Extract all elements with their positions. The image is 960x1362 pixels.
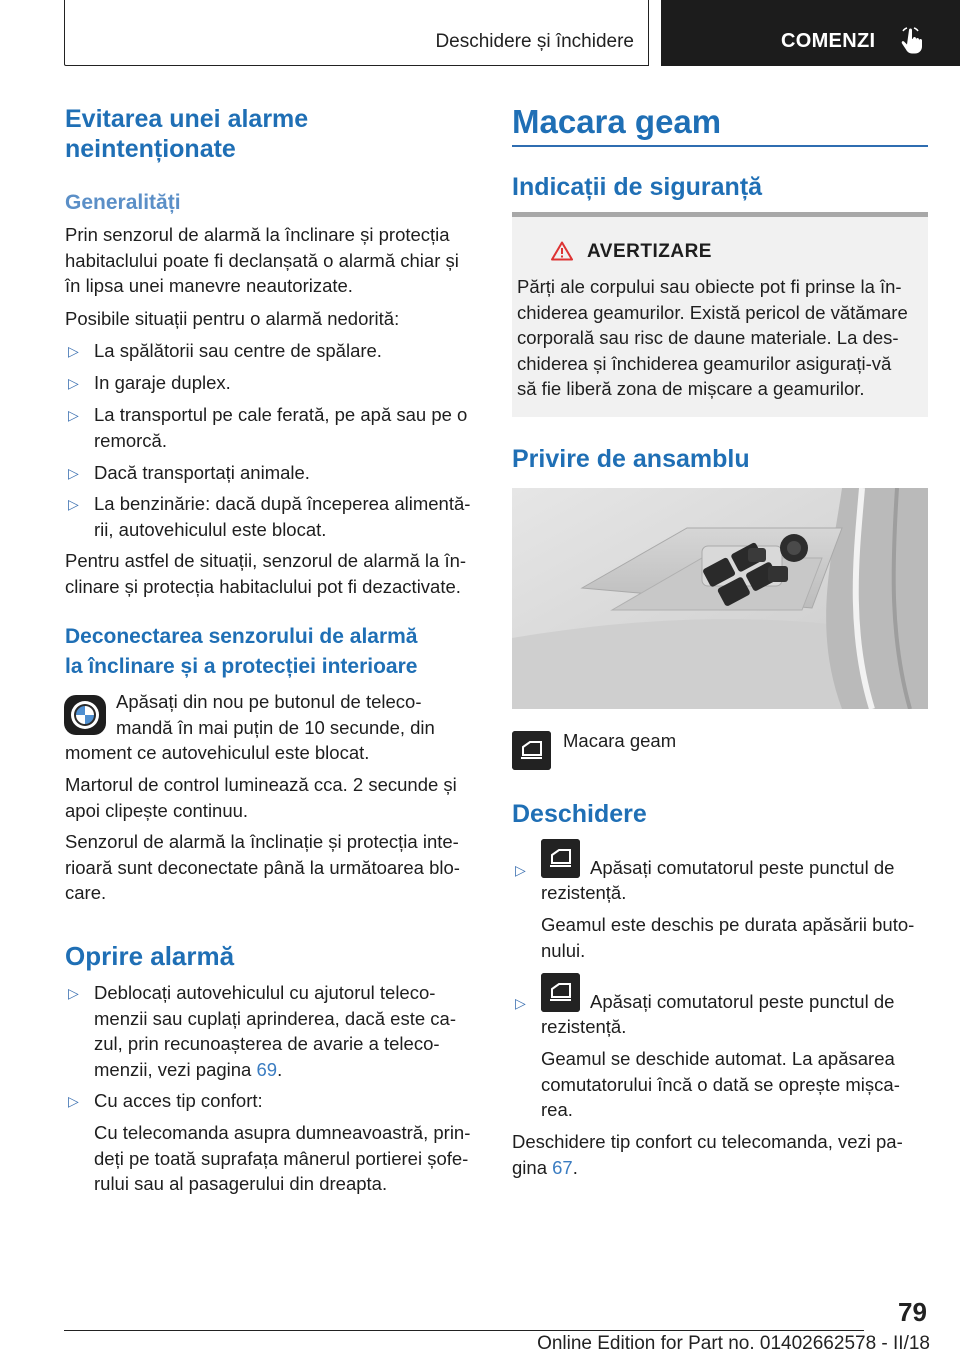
- window-switch-panel-photo: [512, 488, 928, 709]
- page-link-67[interactable]: 67: [552, 1156, 573, 1178]
- text-fragment: .: [277, 1058, 283, 1080]
- heading-line: Deconectarea senzorului de alarmă: [65, 625, 418, 648]
- bullet-triangle-icon: ▷: [68, 343, 79, 359]
- heading-stop-alarm: Oprire alarmă: [65, 941, 235, 971]
- list-item: [65, 402, 479, 453]
- text-line: în lipsa unei manevre neautorizate.: [65, 275, 353, 296]
- footer-edition: Online Edition for Part no. 01402662578 - II/18: [537, 1333, 930, 1354]
- window-lift-icon: [541, 973, 580, 1012]
- window-lift-caption: Macara geam: [563, 730, 677, 751]
- text-line: La benzinărie: dacă după începerea alimentă-: [94, 493, 471, 514]
- bmw-remote-icon: [63, 694, 107, 736]
- title-rule: [512, 145, 928, 147]
- section-title-avoid-alarm: [65, 104, 308, 164]
- header-tab-label: COMENZI: [781, 30, 876, 52]
- open-item-2-line-1: Apăsați comutatorul peste punctul de: [590, 991, 895, 1012]
- text-line: corporală sau risc de daune materiale. La des-: [517, 327, 899, 348]
- text-line: chiderea geamurilor. Există pericol de vătămare: [517, 301, 908, 323]
- warning-triangle-icon: [551, 241, 573, 261]
- paragraph-deactivate: [65, 548, 479, 599]
- text-line: Deschidere tip confort cu telecomanda, vezi pa-: [512, 1131, 903, 1152]
- title-line-1: Evitarea unei alarme: [65, 105, 309, 133]
- text-line: menzii sau cuplați aprinderea, dacă este ca-: [94, 1007, 456, 1029]
- bullet-triangle-icon: ▷: [68, 1093, 79, 1109]
- bullet-triangle-icon: ▷: [515, 995, 526, 1011]
- text-line: In garaje duplex.: [94, 372, 231, 393]
- heading-line: la înclinare și a protecției interioare: [65, 655, 418, 678]
- warning-title: AVERTIZARE: [587, 241, 712, 262]
- paragraph-disconnect-1b: moment ce autovehiculul este blocat.: [65, 742, 370, 763]
- text-line: rii, autovehiculul este blocat.: [94, 518, 327, 540]
- list-item: [65, 1088, 479, 1114]
- page-link-69[interactable]: 69: [256, 1058, 278, 1080]
- heading-open: Deschidere: [512, 800, 647, 828]
- text-fragment: menzii, vezi pagina: [94, 1058, 257, 1080]
- page-number: 79: [898, 1297, 927, 1327]
- paragraph-comfort-access: [94, 1120, 484, 1197]
- bullet-triangle-icon: ▷: [68, 465, 79, 481]
- footer-rule: [64, 1330, 864, 1331]
- text-line: nului.: [541, 939, 586, 961]
- text-line: rioară sunt deconectate până la următoarea blo-: [65, 856, 460, 878]
- header-tab[interactable]: [661, 0, 960, 66]
- text-line: Cu telecomanda asupra dumneavoastră, prin-: [94, 1122, 471, 1143]
- text-line: Deblocați autovehiculul cu ajutorul teleco-: [94, 982, 436, 1003]
- text-line: Senzorul de alarmă la înclinație și protecția inte-: [65, 831, 459, 852]
- paragraph-comfort-open: [512, 1129, 928, 1180]
- list-item: [65, 491, 479, 542]
- open-item-1-line-1: Apăsați comutatorul peste punctul de: [590, 857, 895, 878]
- open-item-1-line-2: rezistență.: [541, 882, 627, 903]
- paragraph-disconnect-2: [65, 772, 479, 823]
- text-line: La transportul pe cale ferată, pe apă sau pe o: [94, 404, 468, 425]
- text-line: Martorul de control luminează cca. 2 secunde și: [65, 774, 457, 795]
- text-line: apoi clipește continuu.: [65, 799, 249, 821]
- text-line: chiderea și închiderea geamurilor asigurați-vă: [517, 352, 892, 374]
- paragraph-disconnect-1a: [116, 689, 480, 740]
- heading-disconnect: [65, 622, 417, 682]
- list-item: [65, 338, 479, 364]
- list-item: [65, 980, 479, 1082]
- open-item-1-detail: [541, 912, 931, 963]
- text-line: zul, prin recunoașterea de avarie a teleco-: [94, 1033, 440, 1054]
- text-line: Pentru astfel de situații, senzorul de alarmă la în-: [65, 550, 467, 571]
- text-line: rea.: [541, 1099, 573, 1120]
- header-section-title: Deschidere și închidere: [64, 0, 649, 66]
- heading-overview: Privire de ansamblu: [512, 445, 750, 473]
- bullet-triangle-icon: ▷: [68, 496, 79, 512]
- text-line: Dacă transportați animale.: [94, 462, 310, 483]
- bullet-triangle-icon: ▷: [68, 985, 79, 1001]
- heading-safety: Indicații de siguranță: [512, 173, 763, 201]
- open-item-2-detail: [541, 1046, 931, 1123]
- page-title: Macara geam: [512, 103, 722, 140]
- text-line: deți pe toată suprafața mânerul portierei șofe-: [94, 1147, 469, 1169]
- open-item-2-line-2: rezistență.: [541, 1016, 627, 1037]
- list-item: [65, 460, 479, 486]
- text-line: Geamul se deschide automat. La apăsarea: [541, 1048, 895, 1069]
- window-lift-icon: [512, 731, 551, 770]
- bullet-triangle-icon: ▷: [68, 375, 79, 391]
- text-line: Cu acces tip confort:: [94, 1090, 263, 1111]
- text-line: [94, 1057, 479, 1083]
- window-lift-icon: [541, 839, 580, 878]
- bullet-triangle-icon: ▷: [515, 862, 526, 878]
- text-line: habitaclului poate fi declanșată o alarmă chiar și: [65, 249, 459, 271]
- paragraph-disconnect-3: [65, 829, 479, 906]
- text-line: care.: [65, 882, 107, 903]
- text-fragment: .: [572, 1156, 578, 1178]
- text-line: clinare și protecția habitaclului pot fi dezactivate.: [65, 575, 461, 597]
- text-line: rului sau al pasagerului din dreapta.: [94, 1173, 388, 1194]
- text-line: să fie liberă zona de mișcare a geamurilor.: [517, 378, 865, 399]
- text-line: Prin senzorul de alarmă la înclinare și protecția: [65, 224, 450, 245]
- heading-general: Generalități: [65, 191, 181, 214]
- text-fragment: gina: [512, 1156, 553, 1178]
- text-line: comutatorului încă o dată se oprește mișca-: [541, 1073, 900, 1095]
- text-line: remorcă.: [94, 429, 167, 451]
- title-line-2: neintenționate: [65, 135, 236, 163]
- text-line: La spălătorii sau centre de spălare.: [94, 340, 382, 361]
- text-line: Apăsați din nou pe butonul de teleco-: [116, 691, 422, 712]
- list-item: [65, 370, 479, 396]
- warning-text: [517, 274, 927, 402]
- text-line: Părți ale corpului sau obiecte pot fi prinse la în-: [517, 276, 902, 297]
- paragraph-general: [65, 222, 479, 299]
- text-line: Geamul este deschis pe durata apăsării buto-: [541, 914, 915, 935]
- text-line: [512, 1155, 928, 1181]
- text-line: mandă în mai puțin de 10 secunde, din: [116, 716, 435, 738]
- hand-pointer-icon: [897, 26, 931, 56]
- bullet-triangle-icon: ▷: [68, 407, 79, 423]
- situations-intro: Posibile situații pentru o alarmă nedorită:: [65, 308, 400, 329]
